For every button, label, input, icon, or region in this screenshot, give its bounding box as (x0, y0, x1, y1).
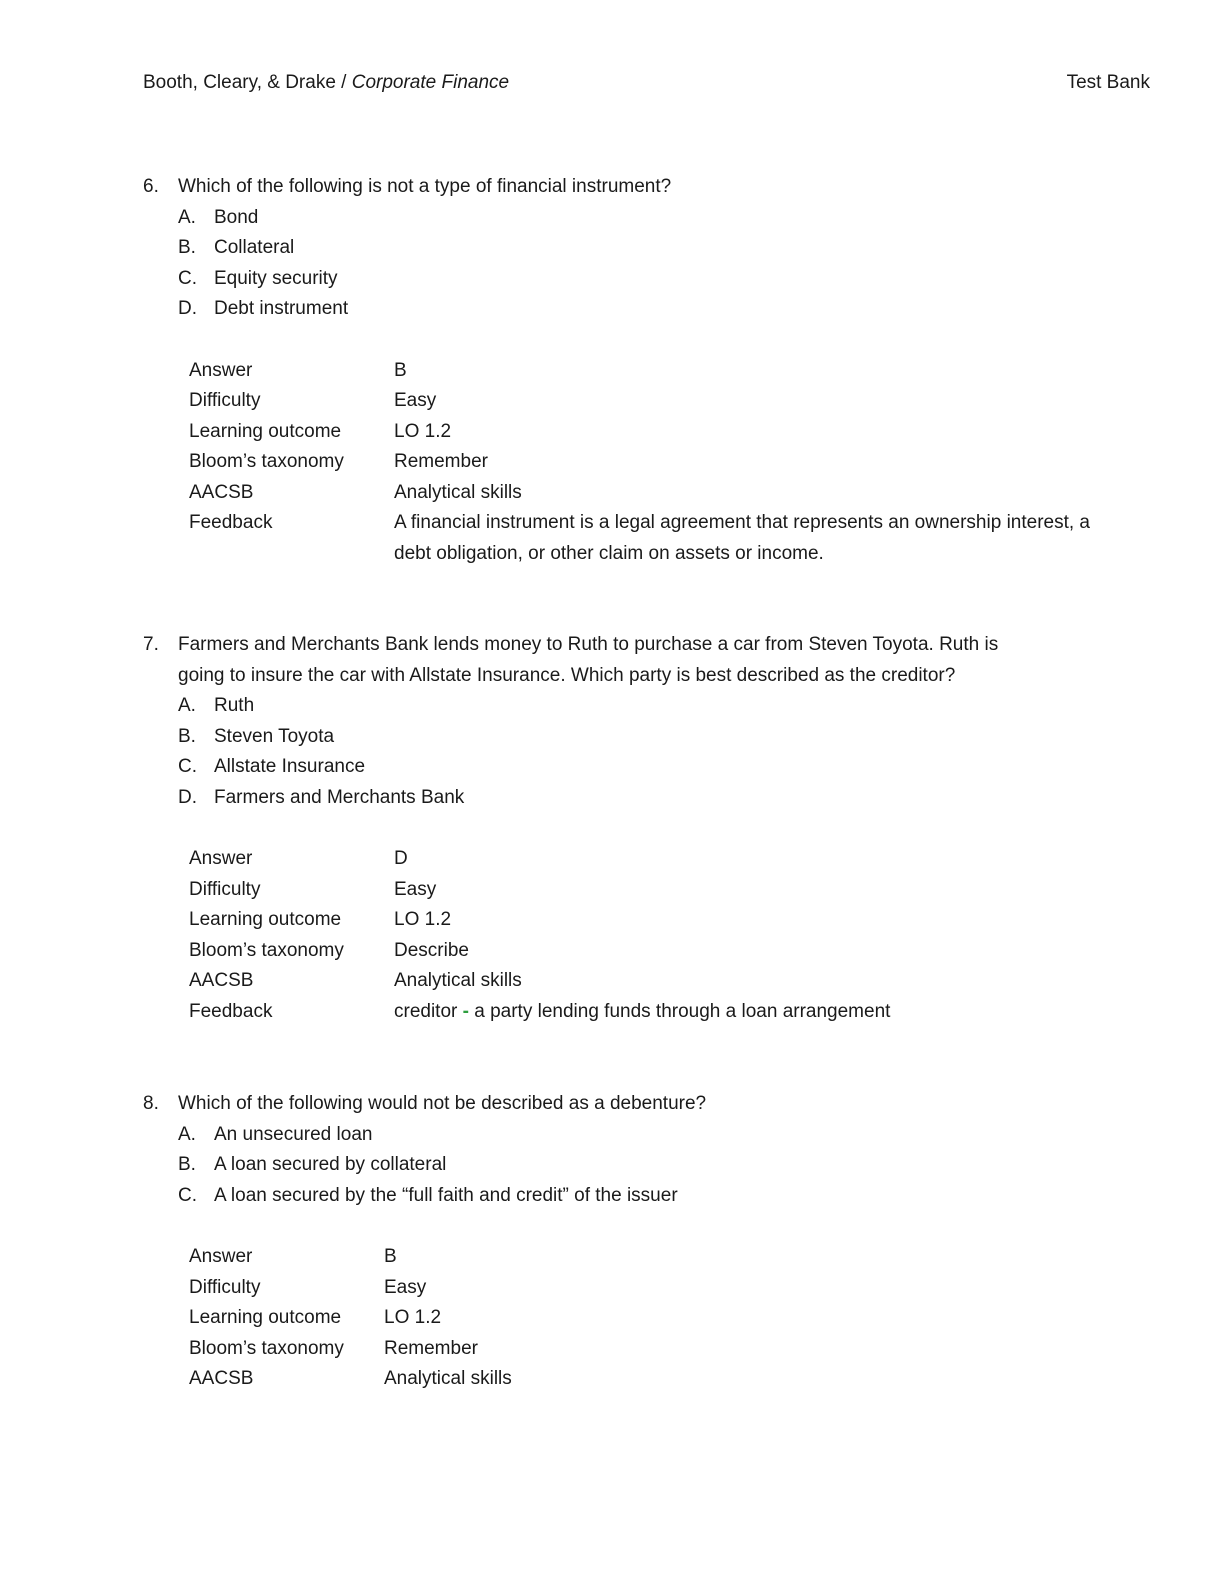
answer-metadata-table (189, 1242, 1134, 1395)
option-letter: C. (178, 267, 197, 289)
option-text: Debt instrument (214, 298, 349, 319)
meta-value: D (394, 848, 408, 869)
meta-row-difficulty (189, 386, 1144, 417)
option-text: Equity security (214, 267, 338, 289)
option-d (143, 294, 1150, 325)
option-b (143, 233, 1150, 264)
meta-value: Analytical skills (394, 481, 522, 503)
page-header (143, 72, 1150, 100)
option-a (143, 1120, 1150, 1151)
option-b (143, 1150, 1150, 1181)
option-text: Steven Toyota (214, 725, 335, 747)
question-stem (143, 630, 1150, 691)
meta-label: Learning outcome (189, 1307, 342, 1328)
meta-row-bloom (189, 447, 1144, 478)
option-text: Bond (214, 206, 259, 228)
meta-row-learning-outcome (189, 417, 1144, 448)
meta-row-answer (189, 1242, 1134, 1273)
meta-row-feedback (189, 997, 1144, 1028)
option-c (143, 264, 1150, 295)
meta-label: Difficulty (189, 1276, 261, 1298)
meta-label: Answer (189, 848, 253, 869)
meta-row-answer (189, 356, 1144, 387)
meta-row-difficulty (189, 875, 1144, 906)
meta-value: Analytical skills (394, 970, 522, 991)
option-letter: B. (178, 237, 196, 258)
option-letter: B. (178, 1154, 196, 1175)
option-text: Farmers and Merchants Bank (214, 786, 465, 808)
question-6 (143, 172, 1150, 569)
stem-line: going to insure the car with Allstate Insurance. Which party is best described as the creditor? (178, 664, 956, 686)
option-letter: A. (178, 1123, 196, 1145)
stem-line: Which of the following would not be described as a debenture? (178, 1093, 707, 1114)
option-a (143, 691, 1150, 722)
option-text: Collateral (214, 237, 295, 258)
meta-value: LO 1.2 (394, 420, 452, 442)
feedback-term: creditor (394, 1000, 458, 1022)
answer-metadata-table (189, 356, 1144, 570)
meta-value: B (384, 1246, 397, 1267)
meta-value (394, 997, 1144, 1028)
meta-label: Difficulty (189, 878, 261, 900)
feedback-definition: a party lending funds through a loan arrangement (474, 1000, 891, 1022)
meta-row-answer (189, 844, 1144, 875)
header-left (143, 72, 509, 94)
meta-row-learning-outcome (189, 1303, 1134, 1334)
stem-line: Which of the following is not a type of financial instrument? (178, 176, 672, 197)
option-letter: A. (178, 206, 196, 228)
question-7 (143, 630, 1150, 1027)
question-number: 7. (143, 634, 159, 655)
meta-value: LO 1.2 (394, 909, 452, 930)
question-8 (143, 1089, 1150, 1395)
meta-row-difficulty (189, 1273, 1134, 1304)
question-stem (143, 1089, 1150, 1120)
meta-label: AACSB (189, 970, 254, 991)
question-number: 8. (143, 1093, 159, 1114)
option-a (143, 203, 1150, 234)
question-number: 6. (143, 176, 159, 197)
meta-row-aacsb (189, 966, 1144, 997)
meta-label: Answer (189, 1246, 253, 1267)
option-letter: C. (178, 756, 197, 777)
option-letter: D. (178, 786, 197, 808)
meta-value: Remember (394, 451, 488, 472)
header-author: Booth, Cleary, & Drake / (143, 72, 352, 93)
meta-label: AACSB (189, 1368, 254, 1389)
meta-row-aacsb (189, 478, 1144, 509)
option-text: A loan secured by the “full faith and credit” of the issuer (214, 1184, 678, 1206)
meta-row-feedback (189, 508, 1144, 569)
option-letter: A. (178, 695, 196, 716)
meta-value (394, 508, 1144, 569)
header-right: Test Bank (1066, 72, 1150, 93)
meta-label: Bloom’s taxonomy (189, 939, 344, 961)
meta-label: Learning outcome (189, 420, 342, 442)
option-list (143, 691, 1150, 813)
meta-row-bloom (189, 936, 1144, 967)
meta-value: B (394, 359, 407, 381)
option-letter: D. (178, 298, 197, 319)
feedback-dash: - (462, 1000, 469, 1022)
option-text: Allstate Insurance (214, 756, 366, 777)
meta-label: AACSB (189, 481, 254, 503)
meta-label: Learning outcome (189, 909, 342, 930)
meta-value: Remember (384, 1337, 478, 1359)
header-book-title: Corporate Finance (351, 72, 510, 93)
meta-value: Describe (394, 939, 469, 961)
meta-label: Feedback (189, 512, 273, 533)
meta-value: LO 1.2 (384, 1307, 442, 1328)
meta-label: Answer (189, 359, 253, 381)
option-text: An unsecured loan (214, 1123, 373, 1145)
meta-label: Bloom’s taxonomy (189, 451, 344, 472)
option-letter: C. (178, 1184, 197, 1206)
question-stem (143, 172, 1150, 203)
option-text: A loan secured by collateral (214, 1154, 447, 1175)
option-list (143, 1120, 1150, 1212)
meta-row-learning-outcome (189, 905, 1144, 936)
feedback-line: debt obligation, or other claim on assets or income. (394, 542, 824, 564)
meta-label: Feedback (189, 1000, 273, 1022)
meta-row-aacsb (189, 1364, 1134, 1395)
feedback-line: A financial instrument is a legal agreement that represents an ownership interest, a (394, 512, 1090, 533)
option-text: Ruth (214, 695, 255, 716)
meta-value: Easy (384, 1276, 427, 1298)
option-letter: B. (178, 725, 196, 747)
option-c (143, 1181, 1150, 1212)
option-c (143, 752, 1150, 783)
option-d (143, 783, 1150, 814)
meta-value: Easy (394, 390, 437, 411)
answer-metadata-table (189, 844, 1144, 1027)
meta-value: Easy (394, 878, 437, 900)
option-b (143, 722, 1150, 753)
meta-label: Difficulty (189, 390, 261, 411)
stem-line: Farmers and Merchants Bank lends money to Ruth to purchase a car from Steven Toyota. Ruth is (178, 634, 999, 655)
meta-value: Analytical skills (384, 1368, 512, 1389)
meta-label: Bloom’s taxonomy (189, 1337, 344, 1359)
option-list (143, 203, 1150, 325)
meta-row-bloom (189, 1334, 1134, 1365)
